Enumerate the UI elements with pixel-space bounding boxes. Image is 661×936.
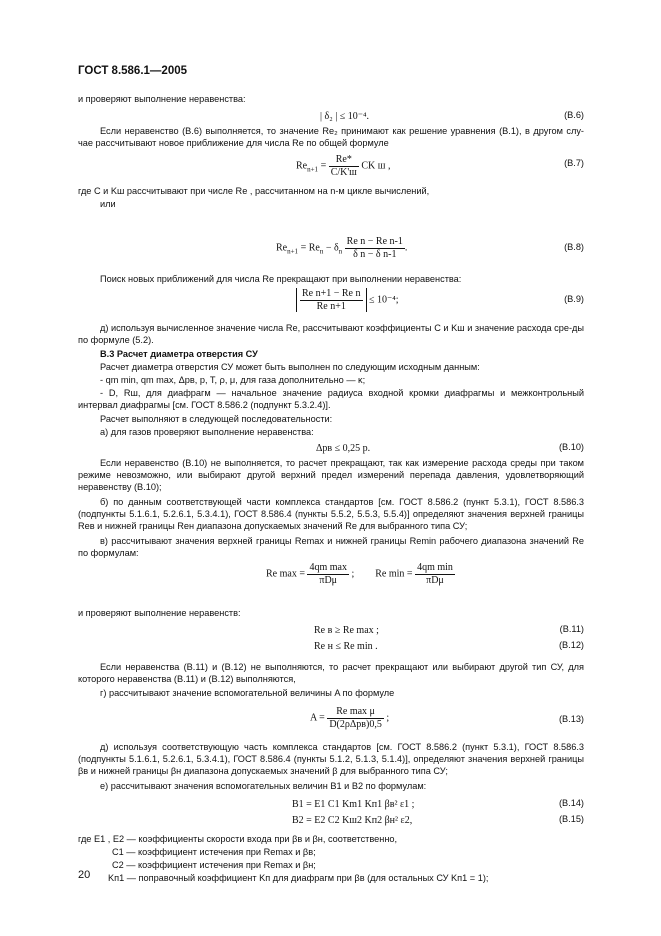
fraction-numerator: Re n − Re n-1: [346, 236, 403, 247]
equation-b13: [78, 706, 584, 736]
eq-lhs: A =: [310, 712, 325, 724]
paragraph: Расчет выполняют в следующей последовательности:: [100, 414, 333, 424]
equation-body: $Re_{n+1}$ = $\frac{Re*}{C/K'ш}$ CK ш ,: [296, 154, 391, 178]
equation-body: B1 = E1 C1 Km1 Kп1 βв² ε1 ;: [292, 799, 415, 810]
eq-separator: ;: [351, 568, 355, 580]
fraction-denominator: πDμ: [426, 574, 444, 586]
page-number: 20: [78, 869, 91, 881]
equation-body: Re в ≥ Re max ;: [314, 625, 379, 636]
eq-minus-sub: n: [338, 247, 343, 256]
eq-mid: = Re: [300, 242, 320, 254]
fraction-numerator: 4qm max: [309, 562, 347, 573]
equation-body: [296, 288, 399, 312]
fraction-denominator: C/K'ш: [330, 166, 357, 178]
eq-rhs: ≤ 10⁻⁴;: [369, 294, 399, 306]
equation-body: $Re_{n+1} = Re_n - \delta_n$ $\frac{\text{Re n − Re n-1}}{\text{δ n − δ n-1}}$ .: [276, 236, 408, 260]
page-header: ГОСТ 8.586.1—2005: [78, 65, 188, 77]
equation-b11: [78, 624, 584, 638]
fraction-numerator: Re*: [329, 154, 359, 167]
definition-row: [112, 847, 316, 859]
equation-number: (В.10): [558, 442, 584, 452]
equation-number: (В.13): [558, 714, 584, 724]
equation-b8: [78, 236, 584, 262]
equation-number: (В.14): [558, 798, 584, 808]
equation-body: | δ₂ | ≤ 10⁻⁴.: [320, 111, 369, 122]
definition-text: — коэффициент истечения при Remax и βн;: [123, 860, 316, 870]
symbol-definitions: [78, 834, 584, 894]
paragraph: д) используя соответствующую часть комплекса стандартов [см. ГОСТ 8.586.2 (пункт 5.3.1), ГОСТ 8.586.3 (подпункты 5.1.6.1, 5.2.6.1, 5.3.4.1), ГОСТ 8.586.4 (пункты 5.1.2, 5.1.3, 5.1.4)], определяют значения верхней границы βв и нижней границы βн диапазона допускаемых значений β для выбранного типа СУ;: [78, 742, 584, 776]
fraction: [300, 288, 363, 312]
equation-body: [310, 706, 389, 730]
definition-row: [108, 873, 488, 885]
paragraph: Если неравенство (В.10) не выполняется, то расчет прекращают, так как измерение расхода среды при таком режиме невозможно, или выбирают другой верхний предел измерений перепада давления, удовлетворяющий неравенству (В.10);: [78, 458, 584, 492]
equation-b14: [78, 798, 584, 812]
fraction: [415, 562, 455, 586]
equation-re-range: [78, 562, 584, 590]
paragraph: и проверяют выполнение неравенств:: [78, 608, 241, 618]
equation-number: (В.8): [564, 242, 584, 252]
eq-lhs: Re: [296, 160, 308, 172]
paragraph: г) рассчитывают значение вспомогательной величины A по формуле: [100, 688, 395, 698]
definition-symbol: C1: [112, 847, 124, 857]
paragraph: д) используя вычисленное значение числа Re, рассчитывают коэффициенты C и Kш и значение расхода сре-ды по формуле (5.2).: [78, 323, 584, 345]
fraction: [329, 154, 359, 178]
eq-lhs: Re min =: [375, 568, 413, 580]
paragraph: - D, Rш, для диафрагм — начальное значение радиуса входной кромки диафрагмы и межконтрольный интервал диафрагмы [см. ГОСТ 8.586.2 (подпункт 5.3.2.4)].: [78, 388, 584, 410]
eq-lhs: Re max =: [266, 568, 305, 580]
paragraph: Если неравенство (В.6) выполняется, то значение Re₂ принимают как решение уравнения (В.1), в другом слу-чае рассчитывают новое приближение для числа Re по общей формуле: [78, 126, 584, 148]
fraction-numerator: Re max μ: [327, 706, 384, 719]
equation-number: (В.9): [564, 294, 584, 304]
eq-rhs: ;: [386, 712, 390, 724]
eq-rhs: CK ш ,: [361, 160, 391, 172]
eq-mid-sub: n: [319, 247, 324, 256]
fraction-numerator: 4qm min: [417, 562, 453, 573]
paragraph: а) для газов проверяют выполнение неравенства:: [100, 427, 314, 437]
equation-b15: [78, 814, 584, 828]
paragraph: где C и Kш рассчитывают при числе Re , рассчитанном на n-м цикле вычислений,: [78, 186, 430, 196]
absolute-value: [296, 288, 367, 312]
definition-text: — коэффициент истечения при Remax и βв;: [123, 847, 316, 857]
equation-body: Re н ≤ Re min .: [314, 641, 378, 652]
equation-body: Δpв ≤ 0,25 p.: [316, 443, 371, 454]
paragraph: е) рассчитывают значения вспомогательных величин B1 и B2 по формулам:: [100, 781, 427, 791]
definition-row: [112, 860, 316, 872]
definition-text: — коэффициенты скорости входа при βв и βн, соответственно,: [124, 834, 398, 844]
definition-symbol: C2: [112, 860, 124, 870]
equation-number: (В.15): [558, 814, 584, 824]
paragraph: Если неравенства (В.11) и (В.12) не выполняются, то расчет прекращают или выбирают другой тип СУ, для которого неравенства (В.11) и (В.12) выполняются,: [78, 662, 584, 684]
fraction: [345, 236, 405, 260]
fraction-numerator: Re n+1 − Re n: [302, 288, 361, 299]
eq-lhs-sub: n+1: [287, 247, 299, 256]
equation-b7: [78, 152, 584, 178]
paragraph: б) по данным соответствующей части комплекса стандартов [см. ГОСТ 8.586.2 (пункт 5.3.1), ГОСТ 8.586.3 (подпункты 5.1.6.1, 5.2.6.1, 5.3.4.1), ГОСТ 8.586.4 (пункты 5.5.2, 5.5.3, 5.5.4)] определяют значения верхней границы Reв и нижней границы Reн диапазона допускаемых значений Re для выбранного типа СУ;: [78, 497, 584, 531]
equation-body: [266, 562, 455, 586]
paragraph: и проверяют выполнение неравенства:: [78, 94, 246, 104]
fraction: [307, 562, 349, 586]
equation-b6: [78, 110, 584, 124]
fraction-denominator: Re n+1: [316, 300, 346, 312]
equation-body: B2 = E2 C2 Kш2 Kп2 βн² ε2,: [292, 815, 413, 826]
paragraph: Поиск новых приближений для числа Re прекращают при выполнении неравенства:: [100, 274, 462, 284]
fraction-denominator: D(2ρΔpв)0,5: [329, 718, 382, 730]
definition-text: — поправочный коэффициент Kп для диафрагм при βв (для остальных СУ Kп1 = 1);: [124, 873, 489, 883]
equation-b12: [78, 640, 584, 654]
fraction: [327, 706, 384, 730]
paragraph: Расчет диаметра отверстия СУ может быть выполнен по следующим исходным данным:: [100, 362, 480, 372]
equation-number: (В.12): [558, 640, 584, 650]
eq-minus: − δ: [325, 242, 339, 254]
equation-number: (В.6): [564, 110, 584, 120]
definition-symbol: Kп1: [108, 873, 125, 883]
definition-symbol: где E1 , E2: [78, 834, 125, 844]
section-heading: В.3 Расчет диаметра отверстия СУ: [100, 349, 258, 359]
paragraph: в) рассчитывают значения верхней границы Remax и нижней границы Remin рабочего диапазона значений Re по формулам:: [78, 536, 584, 558]
fraction-denominator: δ n − δ n-1: [353, 248, 397, 260]
equation-b10: [78, 442, 584, 456]
eq-lhs: Re: [276, 242, 288, 254]
eq-lhs-sub: n+1: [307, 165, 319, 174]
equation-b9: [78, 288, 584, 316]
fraction-denominator: πDμ: [319, 574, 338, 586]
paragraph: или: [100, 199, 116, 209]
definition-row: [78, 834, 397, 846]
paragraph: - qm min, qm max, Δpв, p, T, ρ, μ, для газа дополнительно — κ;: [100, 375, 366, 385]
equation-number: (В.7): [564, 158, 584, 168]
equation-number: (В.11): [559, 624, 584, 634]
